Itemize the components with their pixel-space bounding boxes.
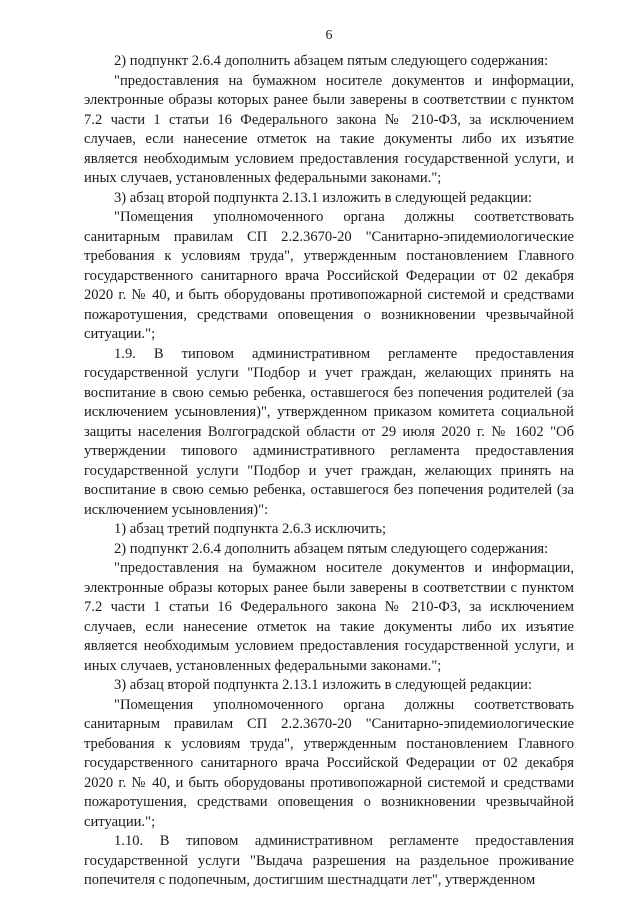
paragraph: 2) подпункт 2.6.4 дополнить абзацем пятым следующего содержания: <box>114 540 549 557</box>
paragraph: 1.9. В типовом административном регламенте предоставления государственной услуги "Подбор и учет граждан, желающих принять на воспитание в свою семью ребенка, оставшегося без попечения родителей (за исключением усыновления)", утвержденном приказом комитета социальной защиты населения Волгоградской области от 29 июля 2020 г. № 1602 "Об утверждении типового административного регламента предоставления государственной услуги "Подбор и учет граждан, желающих принять на воспитание в свою семью ребенка, оставшегося без попечения родителей (за исключением усыновления)": <box>84 345 574 518</box>
page-number: 6 <box>325 28 333 43</box>
paragraph: 1) абзац третий подпункта 2.6.3 исключить; <box>114 521 387 537</box>
paragraph: 1.10. В типовом административном регламенте предоставления государственной услуги "Выдача разрешения на раздельное проживание попечителя с подопечным, достигшим шестнадцати лет", утвержденном <box>84 833 574 888</box>
paragraph: 3) абзац второй подпункта 2.13.1 изложить в следующей редакции: <box>114 677 533 693</box>
paragraph: 3) абзац второй подпункта 2.13.1 изложить в следующей редакции: <box>114 189 533 206</box>
paragraph: "предоставления на бумажном носителе документов и информации, электронные образы которых ранее были заверены в соответствии с пунктом 7.2 части 1 статьи 16 Федерального закона № 210-ФЗ, за исключением случаев, если нанесение отметок на такие документы либо их изъятие является необходимым условием предоставления государственной услуги, и иных случаев, установленных федеральными законами."; <box>84 560 574 674</box>
paragraph: "Помещения уполномоченного органа должны соответствовать санитарным правилам СП 2.2.3670-20 "Санитарно-эпидемиологические требования к условиям труда", утвержденным постановлением Главного государственного санитарного врача Российской Федерации от 02 декабря 2020 г. № 40, и быть оборудованы противопожарной системой и средствами пожаротушения, средствами оповещения о возникновении чрезвычайной ситуации."; <box>84 696 574 830</box>
paragraph: 2) подпункт 2.6.4 дополнить абзацем пятым следующего содержания: <box>114 53 549 69</box>
paragraph: "Помещения уполномоченного органа должны соответствовать санитарным правилам СП 2.2.3670-20 "Санитарно-эпидемиологические требования к условиям труда", утвержденным постановлением Главного государственного санитарного врача Российской Федерации от 02 декабря 2020 г. № 40, и быть оборудованы противопожарной системой и средствами пожаротушения, средствами оповещения о возникновении чрезвычайной ситуации."; <box>84 209 574 342</box>
paragraph: "предоставления на бумажном носителе документов и информации, электронные образы которых ранее были заверены в соответствии с пунктом 7.2 части 1 статьи 16 Федерального закона № 210-ФЗ, за исключением случаев, если нанесение отметок на такие документы либо их изъятие является необходимым условием предоставления государственной услуги, и иных случаев, установленных федеральными законами."; <box>84 72 574 186</box>
